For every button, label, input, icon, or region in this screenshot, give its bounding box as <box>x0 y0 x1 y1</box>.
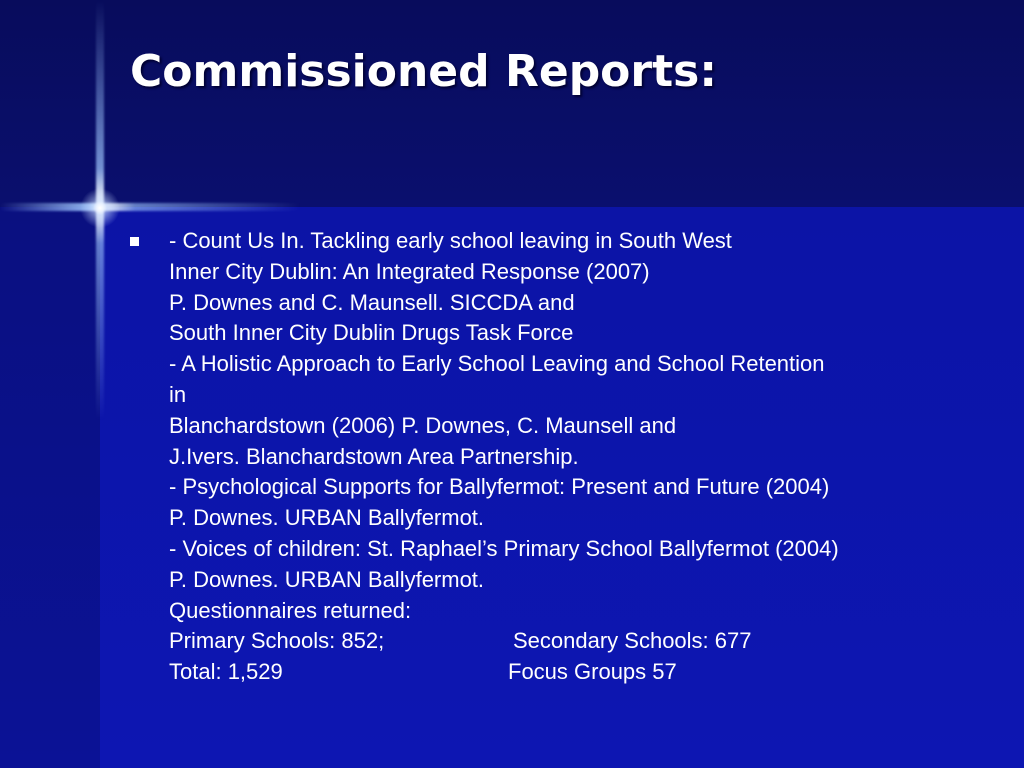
secondary-schools-count: Secondary Schools: 677 <box>513 628 752 654</box>
stats-row-schools <box>169 626 969 657</box>
light-flare-horizontal <box>0 203 300 211</box>
body-line: - Voices of children: St. Raphael’s Primary School Ballyfermot (2004) <box>169 535 839 561</box>
body-line: P. Downes. URBAN Ballyfermot. <box>169 566 485 592</box>
body-line: - A Holistic Approach to Early School Leaving and School Retention <box>169 351 825 377</box>
body-line: J.Ivers. Blanchardstown Area Partnership. <box>169 443 579 469</box>
square-bullet-icon <box>130 237 139 246</box>
primary-schools-count: Primary Schools: 852; <box>169 628 385 654</box>
body-line: - Count Us In. Tackling early school leaving in South West <box>169 228 732 253</box>
total-count: Total: 1,529 <box>169 659 283 685</box>
body-line: P. Downes. URBAN Ballyfermot. <box>169 505 485 531</box>
stats-row-totals <box>169 657 969 688</box>
body-line: P. Downes and C. Maunsell. SICCDA and <box>169 289 575 315</box>
slide-title: Commissioned Reports: <box>130 46 717 97</box>
body-line: Questionnaires returned: <box>169 597 412 623</box>
body-line: in <box>169 381 187 407</box>
light-flare-star-icon <box>80 188 120 228</box>
top-band <box>0 0 1024 207</box>
body-line: South Inner City Dublin Drugs Task Force <box>169 320 574 346</box>
body-line: - Psychological Supports for Ballyfermot: Present and Future (2004) <box>169 474 830 500</box>
body-line: Blanchardstown (2006) P. Downes, C. Maunsell and <box>169 412 677 438</box>
bullet-text <box>169 226 969 688</box>
left-band <box>0 207 100 768</box>
body-line: Inner City Dublin: An Integrated Response (2007) <box>169 258 650 284</box>
focus-groups-count: Focus Groups 57 <box>508 659 677 685</box>
